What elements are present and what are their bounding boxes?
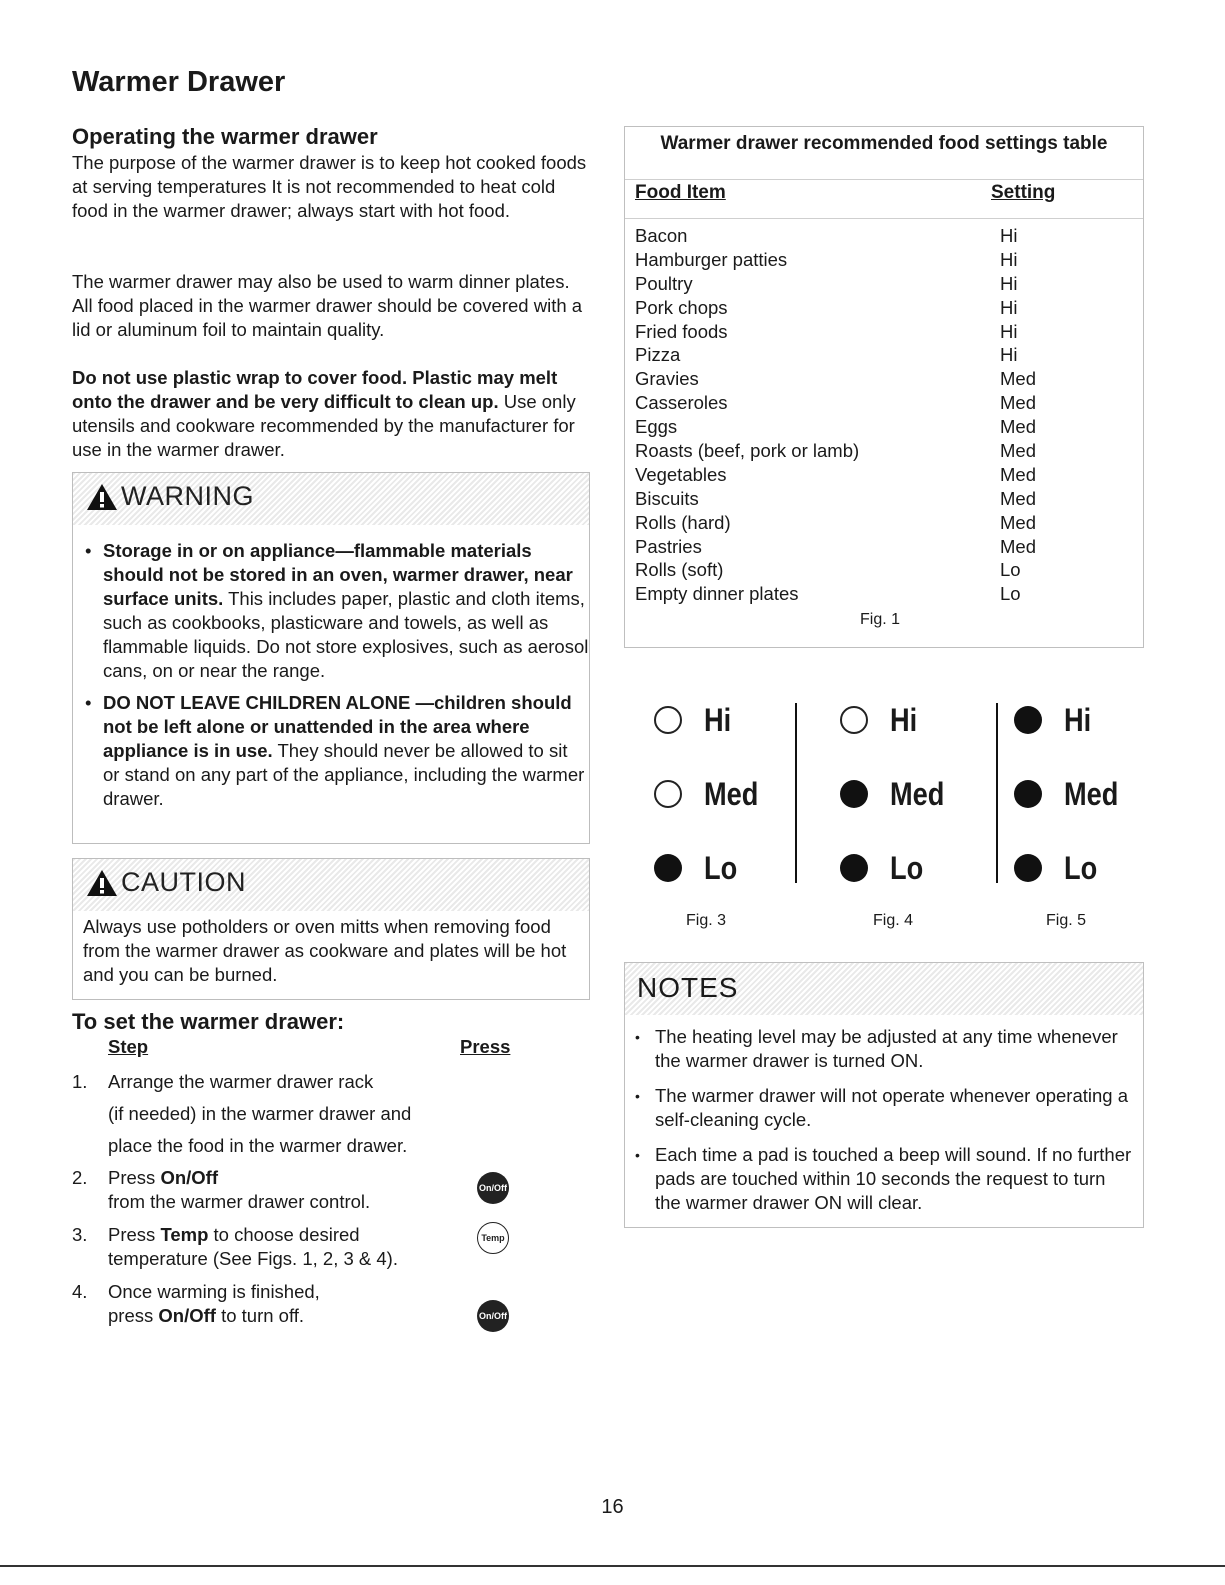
temp-button-icon: Temp [477, 1222, 509, 1254]
setting-cell: Hi [1000, 296, 1018, 318]
filled-circle-icon [654, 854, 682, 882]
table-row [635, 464, 1143, 488]
caution-box [72, 858, 590, 1000]
setting-cell: Hi [1000, 344, 1018, 366]
fig-5-lo-indicator [1014, 848, 1103, 888]
fig-caption: Fig. 4 [873, 912, 914, 929]
food-item-cell: Pizza [635, 344, 681, 366]
operating-para-2: The warmer drawer may also be used to warm dinner plates. All food placed in the warmer drawer should be covered with a lid or aluminum foil to maintain quality. [72, 271, 583, 340]
food-item-cell: Poultry [635, 272, 693, 294]
food-item-cell: Biscuits [635, 487, 699, 509]
step-1 [72, 1070, 502, 1166]
setting-cell: Med [1000, 440, 1036, 462]
fig-1-caption: Fig. 1 [860, 611, 901, 628]
figure-divider-1 [795, 703, 797, 883]
warning-triangle-icon [85, 482, 119, 512]
med-label: Med [1064, 775, 1119, 812]
step-4-post: to turn off. [215, 1305, 305, 1326]
setting-cell: Hi [1000, 225, 1018, 246]
empty-circle-icon [654, 706, 682, 734]
set-heading: To set the warmer drawer: [72, 1009, 345, 1034]
table-row [635, 440, 1143, 464]
fig-4-hi-indicator [840, 700, 922, 740]
table-row [635, 249, 1143, 273]
hi-label: Hi [890, 701, 918, 738]
warning-label: WARNING [121, 481, 254, 511]
on-off-button-icon: On/Off [477, 1172, 509, 1204]
empty-circle-icon [654, 780, 682, 808]
fig-5-hi-indicator [1014, 700, 1096, 740]
setting-cell: Lo [1000, 583, 1021, 605]
step-3-pre: Press [108, 1224, 161, 1245]
fig-caption: Fig. 5 [1046, 912, 1087, 929]
table-header-row [625, 179, 1143, 219]
food-settings-table [624, 126, 1144, 648]
page-title: Warmer Drawer [72, 66, 286, 98]
setting-cell: Hi [1000, 248, 1018, 270]
table-row [635, 416, 1143, 440]
step-2 [72, 1166, 502, 1216]
step-4-key: On/Off [158, 1305, 216, 1326]
note-item: • The heating level may be adjusted at any time whenever the warmer drawer is turned ON. [655, 1025, 1133, 1073]
food-item-cell: Gravies [635, 368, 699, 390]
step-1-line-2: (if needed) in the warmer drawer and [108, 1103, 412, 1124]
step-column-header: Step [108, 1036, 149, 1057]
note-item: • Each time a pad is touched a beep will sound. If no further pads are touched within 10 seconds the request to turn the warmer drawer ON will clear. [655, 1143, 1133, 1215]
press-column-header: Press [460, 1036, 511, 1057]
notes-label: NOTES [637, 972, 739, 1003]
food-item-cell: Pastries [635, 535, 702, 557]
food-item-cell: Empty dinner plates [635, 583, 799, 605]
setting-cell: Lo [1000, 559, 1021, 581]
setting-cell: Med [1000, 511, 1036, 533]
step-1-line-3: place the food in the warmer drawer. [108, 1135, 408, 1156]
operating-para-3 [72, 366, 592, 462]
food-item-cell: Pork chops [635, 296, 728, 318]
table-row [635, 536, 1143, 560]
setting-cell: Hi [1000, 272, 1018, 294]
step-3-post: to choose desired [208, 1224, 360, 1245]
filled-circle-icon [840, 854, 868, 882]
food-item-cell: Rolls (soft) [635, 559, 724, 581]
food-item-cell: Hamburger patties [635, 248, 788, 270]
fig-4-lo-indicator [840, 848, 929, 888]
step-2-line-1 [108, 1166, 488, 1190]
warning-item-flammable-text: This includes paper, plastic and cloth items, such as cookbooks, plasticware and towels, as well as flammable liquids. Do not store explosives, such as aerosol cans, on or near the range. [103, 588, 589, 681]
step-4-pre: press [108, 1305, 159, 1326]
table-row [635, 225, 1143, 249]
filled-circle-icon [840, 780, 868, 808]
med-label: Med [890, 775, 945, 812]
food-item-cell: Casseroles [635, 392, 728, 414]
table-rows [635, 225, 1143, 607]
plastic-wrap-warning: Do not use plastic wrap to cover food. Plastic may melt onto the drawer and be very difficult to clean up. [72, 367, 558, 412]
table-row [635, 488, 1143, 512]
page-number: 16 [601, 1496, 624, 1518]
filled-circle-icon [1014, 854, 1042, 882]
step-1-line-1: Arrange the warmer drawer rack [108, 1071, 374, 1092]
fig-caption: Fig. 3 [686, 912, 727, 929]
table-row [635, 321, 1143, 345]
setting-cell: Med [1000, 368, 1036, 390]
setting-cell: Med [1000, 487, 1036, 509]
caution-text: Always use potholders or oven mitts when removing food from the warmer drawer as cookware and plates will be hot and you can be burned. [83, 916, 567, 985]
step-2-pre: Press [108, 1167, 161, 1188]
step-3-key: Temp [160, 1224, 209, 1245]
lo-label: Lo [1064, 849, 1098, 886]
food-item-cell: Vegetables [635, 463, 727, 485]
col-food-item: Food Item [635, 182, 726, 203]
step-2-line-2: from the warmer drawer control. [108, 1191, 371, 1212]
warning-item-flammable-bold: Storage in or on appliance—flammable materials should not be stored in an oven, warmer drawer, near surface units. [103, 540, 573, 609]
step-1-number: 1. [72, 1071, 88, 1092]
warning-box [72, 472, 590, 844]
caution-header [73, 859, 589, 911]
hi-label: Hi [704, 701, 732, 738]
warning-item-children-text: They should never be allowed to sit or stand on any part of the appliance, including the warmer drawer. [103, 740, 585, 809]
setting-cell: Hi [1000, 320, 1018, 342]
setting-cell: Med [1000, 416, 1036, 438]
table-row [635, 344, 1143, 368]
bottom-rule [0, 1565, 1225, 1567]
col-setting: Setting [991, 182, 1056, 203]
operating-heading: Operating the warmer drawer [72, 124, 378, 149]
step-4-line-2 [108, 1304, 488, 1328]
fig-3-lo-indicator [654, 848, 743, 888]
notes-header [625, 963, 1143, 1015]
food-item-cell: Bacon [635, 225, 688, 246]
caution-triangle-icon [85, 868, 119, 898]
warning-item-flammable [103, 539, 589, 683]
table-row [635, 297, 1143, 321]
lo-label: Lo [890, 849, 924, 886]
operating-para-1: The purpose of the warmer drawer is to keep hot cooked foods at serving temperatures It is not recommended to heat cold food in the warmer drawer; always start with hot food. [72, 152, 587, 221]
step-4 [72, 1280, 502, 1330]
table-row [635, 273, 1143, 297]
hi-label: Hi [1064, 701, 1092, 738]
fig-5-med-indicator [1014, 774, 1128, 814]
filled-circle-icon [1014, 780, 1042, 808]
fig-4-med-indicator [840, 774, 954, 814]
table-row [635, 583, 1143, 607]
warning-item-children [103, 691, 589, 811]
step-4-line-1: Once warming is finished, [108, 1281, 320, 1302]
step-2-number: 2. [72, 1167, 88, 1188]
food-item-cell: Rolls (hard) [635, 511, 731, 533]
table-row [635, 392, 1143, 416]
setting-cell: Med [1000, 535, 1036, 557]
setting-cell: Med [1000, 392, 1036, 414]
filled-circle-icon [1014, 706, 1042, 734]
on-off-button-icon-2: On/Off [477, 1300, 509, 1332]
step-2-key: On/Off [160, 1167, 218, 1188]
step-3-number: 3. [72, 1224, 88, 1245]
empty-circle-icon [840, 706, 868, 734]
notes-box [624, 962, 1144, 1228]
warning-header [73, 473, 589, 525]
fig-3-med-indicator [654, 774, 768, 814]
food-item-cell: Eggs [635, 416, 678, 438]
utensils-note: Use only utensils and cookware recommended by the manufacturer for use in the warmer drawer. [72, 391, 576, 460]
food-item-cell: Fried foods [635, 320, 728, 342]
fig-3-hi-indicator [654, 700, 736, 740]
table-row [635, 368, 1143, 392]
note-item: • The warmer drawer will not operate whenever operating a self-cleaning cycle. [655, 1084, 1133, 1132]
step-3 [72, 1223, 502, 1273]
lo-label: Lo [704, 849, 738, 886]
table-row [635, 512, 1143, 536]
caution-label: CAUTION [121, 867, 246, 897]
step-3-line-1 [108, 1223, 488, 1247]
step-3-line-2: temperature (See Figs. 1, 2, 3 & 4). [108, 1248, 398, 1269]
figure-divider-2 [996, 703, 998, 883]
warning-item-children-bold: DO NOT LEAVE CHILDREN ALONE —children should not be left alone or unattended in the area where appliance is in use. [103, 692, 572, 761]
food-item-cell: Roasts (beef, pork or lamb) [635, 440, 860, 462]
table-row [635, 559, 1143, 583]
table-title: Warmer drawer recommended food settings table [660, 133, 1108, 154]
setting-cell: Med [1000, 463, 1036, 485]
step-4-number: 4. [72, 1281, 88, 1302]
med-label: Med [704, 775, 759, 812]
